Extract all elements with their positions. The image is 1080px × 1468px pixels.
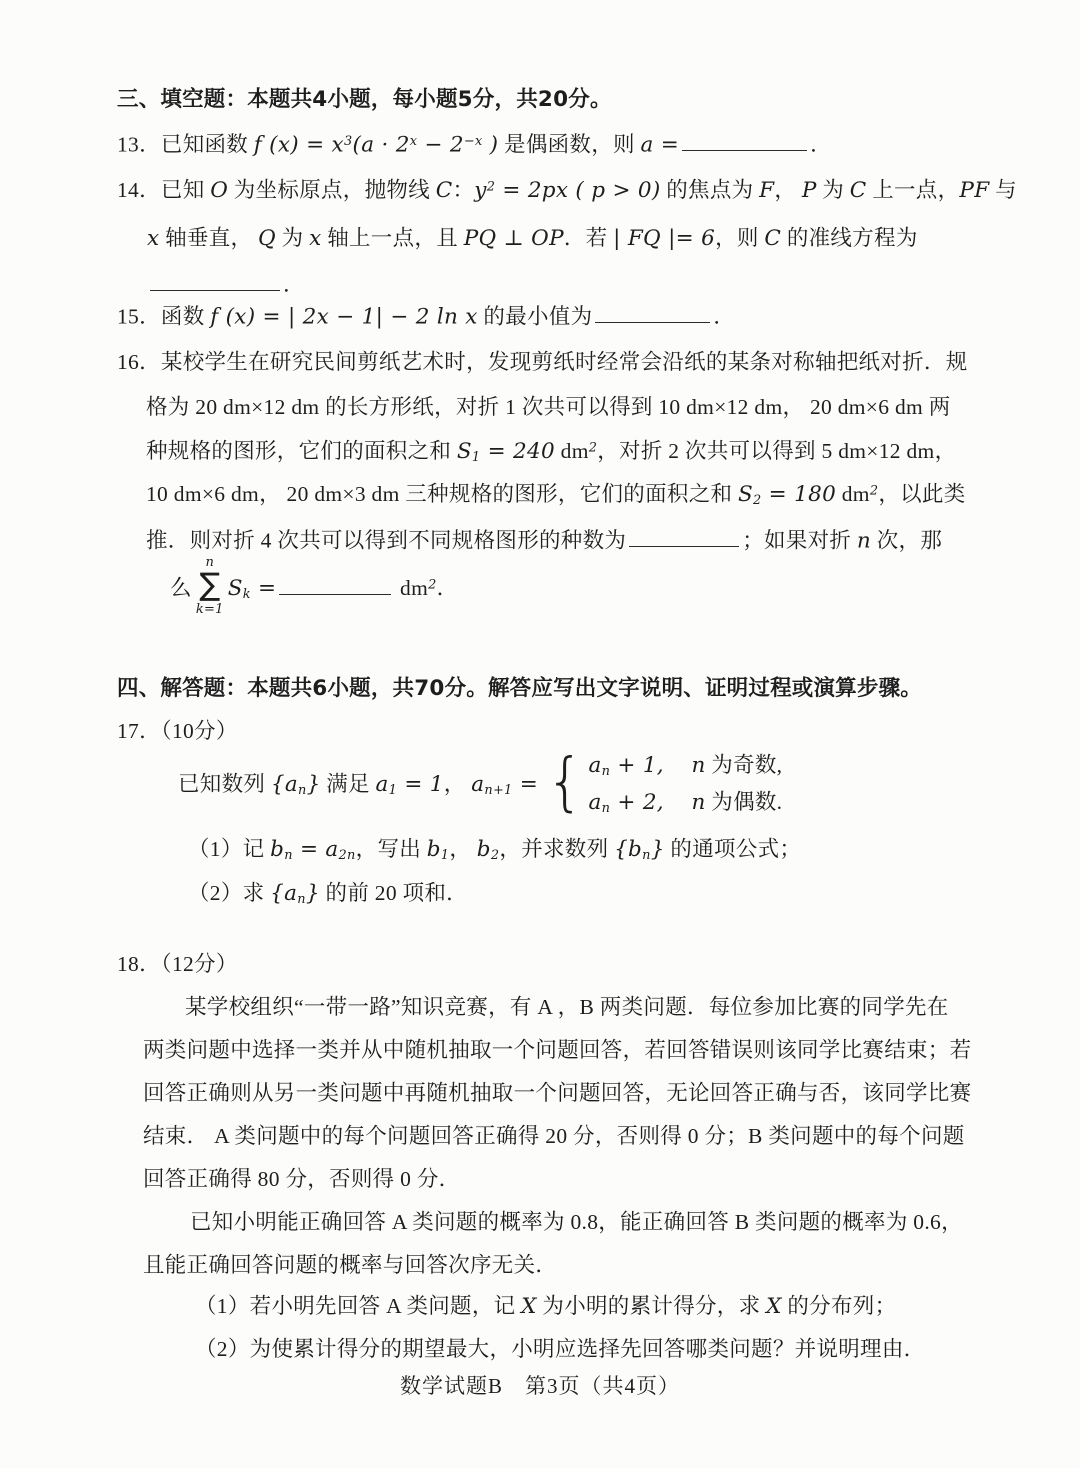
text-run: 10 dm×6 dm， 20 dm×3 dm 三种规格的图形，它们的面积之和 <box>146 482 738 506</box>
text-run: 结束． A 类问题中的每个问题回答正确得 20 分，否则得 0 分；B 类问题中的每个问题 <box>143 1124 965 1148</box>
sum-equation <box>228 571 459 602</box>
question-18-para1-line-5 <box>143 1166 460 1193</box>
math-run: S <box>737 482 754 507</box>
math-run: x <box>309 226 322 251</box>
text-run: ， <box>774 178 802 202</box>
question-17-item-1 <box>188 836 801 864</box>
math-run: y <box>474 178 487 203</box>
math-run: + 1, <box>610 753 664 778</box>
question-16-sum-line <box>170 556 458 616</box>
math-run: a <box>471 771 485 797</box>
math-run: = 180 <box>761 482 837 507</box>
math-run: = <box>250 575 277 601</box>
question-18-para1-line-1 <box>185 994 949 1021</box>
text-run: ． <box>810 132 832 157</box>
subscript: 1 <box>471 450 481 466</box>
text-run: 轴垂直， <box>159 226 258 250</box>
math-run: a <box>375 771 389 797</box>
piecewise-cases <box>589 748 783 816</box>
math-run: Q <box>258 226 276 251</box>
math-run: C <box>764 226 782 251</box>
math-run: {a <box>270 771 298 797</box>
summation-lower-limit: k=1 <box>195 602 224 617</box>
subscript: k <box>242 586 251 602</box>
math-run: PQ ⊥ OP <box>463 226 564 251</box>
answer-blank <box>682 130 807 151</box>
text-run: ．若 <box>563 226 614 250</box>
text-run: 格为 20 dm×12 dm 的长方形纸，对折 1 次共可以得到 10 dm×12 dm， 20 dm×6 dm 两 <box>146 395 951 419</box>
text-prefix <box>170 571 192 602</box>
math-run: = a <box>292 837 339 862</box>
text-run: 为奇数, <box>705 753 783 777</box>
question-18-item-2 <box>195 1336 925 1363</box>
text-run: （1）记 <box>188 837 271 861</box>
math-run: S <box>227 575 243 601</box>
text-run: 为坐标原点，抛物线 <box>228 178 436 202</box>
question-18-title: 18．（12分） <box>117 952 238 976</box>
text-run: ，以此类 <box>878 482 966 506</box>
question-18-para2-line-1 <box>190 1209 963 1236</box>
text-run: ，则 <box>715 226 765 250</box>
math-run: n <box>856 528 872 554</box>
superscript: 3 <box>343 133 353 149</box>
subscript: n <box>297 892 306 908</box>
question-16-line-3 <box>146 438 956 466</box>
question-16-line-1 <box>117 349 968 376</box>
text-run: 某学校组织“一带一路”知识竞赛，有 A ，B 两类问题．每位参加比赛的同学先在 <box>185 995 949 1019</box>
text-run: 上一点， <box>866 178 960 202</box>
subscript: n <box>298 782 307 798</box>
math-run: P <box>801 178 817 203</box>
math-run: S <box>456 439 472 464</box>
question-17-recurrence <box>178 745 783 819</box>
math-run: O <box>210 178 229 203</box>
subscript: n+1 <box>484 782 513 798</box>
text-run: 种规格的图形，它们的面积之和 <box>146 439 457 463</box>
math-run: = 2px ( p > 0) <box>495 178 661 203</box>
text-run: dm <box>836 482 870 506</box>
math-run: n <box>691 753 706 778</box>
math-run: b <box>426 837 441 862</box>
text-run: 次，那 <box>871 528 943 553</box>
question-17-item-2 <box>188 880 468 908</box>
math-run: a <box>588 790 602 815</box>
section-3-header: 三、填空题：本题共4小题，每小题5分，共20分。 <box>117 87 612 112</box>
math-run: = 240 <box>480 439 555 464</box>
text-run: ；如果对折 <box>742 528 857 553</box>
text-run: 16．某校学生在研究民间剪纸艺术时，发现剪纸时经常会沿纸的某条对称轴把纸对折．规 <box>117 350 968 374</box>
answer-blank <box>595 302 710 323</box>
text-run <box>664 753 691 777</box>
math-run: PF <box>959 178 990 203</box>
math-run: X <box>521 1294 537 1319</box>
math-run: − 2 <box>417 132 464 158</box>
question-15 <box>117 302 735 331</box>
math-run: a = <box>640 132 680 158</box>
math-run: {b <box>614 837 643 862</box>
question-18-para2-line-2 <box>143 1252 557 1279</box>
text-run: ． <box>283 272 305 297</box>
question-18-para1-line-4 <box>143 1123 965 1150</box>
math-run: f (x) = x <box>253 132 344 158</box>
recurrence-intro <box>178 767 538 798</box>
math-run: b <box>270 837 285 862</box>
math-run: n <box>691 790 706 815</box>
math-run: } <box>305 881 320 906</box>
text-run: ，写出 <box>355 837 427 861</box>
text-run: 13．已知函数 <box>117 132 254 157</box>
math-run: C <box>849 178 867 203</box>
text-run: 回答正确得 80 分，否则得 0 分． <box>143 1167 461 1191</box>
question-14-line-1 <box>117 177 1017 205</box>
math-run: F <box>759 178 775 203</box>
subscript: n <box>642 848 651 864</box>
text-run: 15．函数 <box>117 304 211 329</box>
answer-blank <box>279 573 391 594</box>
math-run: C <box>435 178 453 203</box>
text-run: ． <box>713 304 736 329</box>
math-run: + 2, <box>610 790 664 815</box>
subscript: 2n <box>338 848 356 864</box>
text-run: 为 <box>275 226 310 250</box>
superscript: 2 <box>588 440 598 456</box>
text-run: ，对折 2 次共可以得到 5 dm×12 dm， <box>597 439 957 463</box>
text-run: 的准线方程为 <box>781 226 918 250</box>
section-4-header: 四、解答题：本题共6小题，共70分。解答应写出文字说明、证明过程或演算步骤。 <box>117 676 922 701</box>
text-run: 的通项公式； <box>664 837 802 861</box>
text-run: ． <box>436 575 459 600</box>
text-run: dm <box>554 439 589 463</box>
text-run: 已知数列 <box>178 771 271 796</box>
subscript: n <box>284 848 293 864</box>
math-run: } <box>650 837 665 862</box>
question-18-item-1 <box>195 1293 896 1321</box>
text-run: （2）为使累计得分的期望最大，小明应选择先回答哪类问题？并说明理由． <box>195 1337 926 1361</box>
math-run: X <box>766 1294 782 1319</box>
text-run: 为小明的累计得分，求 <box>536 1294 767 1318</box>
text-run: 是偶函数，则 <box>498 132 641 157</box>
sigma-icon: ∑ <box>199 567 221 603</box>
question-18-para1-line-3 <box>143 1080 971 1107</box>
text-run: 满足 <box>320 771 376 796</box>
subscript: 2 <box>490 848 500 864</box>
math-run: b <box>476 837 491 862</box>
text-run: 的焦点为 <box>660 178 760 202</box>
math-run: = <box>512 771 539 797</box>
text-run: 回答正确则从另一类问题中再随机抽取一个问题回答，无论回答正确与否，该同学比赛 <box>143 1081 972 1105</box>
question-14-line-2 <box>147 225 918 253</box>
text-run: 14．已知 <box>117 178 211 202</box>
curly-brace-icon: { <box>546 745 585 819</box>
answer-blank <box>150 270 280 291</box>
text-run: 且能正确回答问题的概率与回答次序无关． <box>143 1253 558 1277</box>
superscript: 2 <box>428 577 437 593</box>
subscript: n <box>601 801 611 817</box>
superscript: 2 <box>869 483 879 499</box>
question-16-line-4 <box>146 481 966 509</box>
subscript: 2 <box>753 493 762 509</box>
subscript: 1 <box>388 782 398 798</box>
text-run: 么 <box>170 575 192 600</box>
text-run: ，并求数列 <box>499 837 615 861</box>
question-16-line-5 <box>146 526 942 555</box>
answer-blank <box>629 526 739 547</box>
math-run: {a <box>270 881 298 906</box>
math-run: } <box>306 771 321 797</box>
question-17-title: 17．（10分） <box>117 719 238 743</box>
text-run: 与 <box>989 178 1017 202</box>
text-run: 轴上一点，且 <box>321 226 464 250</box>
text-run: 为 <box>816 178 850 202</box>
question-13 <box>117 130 832 159</box>
math-run: x <box>147 226 160 251</box>
question-18-para1-line-2 <box>143 1037 971 1064</box>
text-run: ： <box>452 178 475 202</box>
math-run: ) <box>482 132 499 158</box>
text-run: （2）求 <box>188 881 271 905</box>
question-16-line-2 <box>146 394 951 421</box>
text-run: （1）若小明先回答 A 类问题，记 <box>195 1294 522 1318</box>
text-run <box>664 790 691 814</box>
math-run: | FQ |= 6 <box>613 226 716 251</box>
math-run: f (x) = | 2x − 1| − 2 ln x <box>210 304 478 330</box>
summation-upper-limit: n <box>205 555 215 570</box>
text-run: 为偶数. <box>705 790 783 814</box>
math-run: (a · 2 <box>352 132 410 158</box>
question-14-line-3 <box>147 270 305 298</box>
case-even <box>589 785 783 816</box>
summation-symbol <box>196 556 224 616</box>
text-run: 已知小明能正确回答 A 类问题的概率为 0.8，能正确回答 B 类问题的概率为 0.6， <box>190 1210 963 1234</box>
text-run: 的最小值为 <box>477 304 593 329</box>
text-run: ， <box>449 837 477 861</box>
text-run: ， <box>443 771 472 796</box>
subscript: n <box>601 764 611 780</box>
text-run: 推．则对折 4 次共可以得到不同规格图形的种数为 <box>146 528 627 553</box>
text-run: dm <box>394 575 429 600</box>
math-run: = 1 <box>397 771 444 797</box>
text-run: 两类问题中选择一类并从中随机抽取一个问题回答，若回答错误则该同学比赛结束；若 <box>143 1038 972 1062</box>
superscript: −x <box>463 133 483 149</box>
math-run: a <box>588 753 602 778</box>
superscript: x <box>409 133 418 149</box>
superscript: 2 <box>486 179 496 195</box>
text-run: 的分布列； <box>781 1294 897 1318</box>
page-footer: 数学试题B 第3页（共4页） <box>399 1374 680 1398</box>
text-run: 的前 20 项和． <box>319 881 468 905</box>
subscript: 1 <box>440 848 450 864</box>
case-odd <box>589 748 783 779</box>
